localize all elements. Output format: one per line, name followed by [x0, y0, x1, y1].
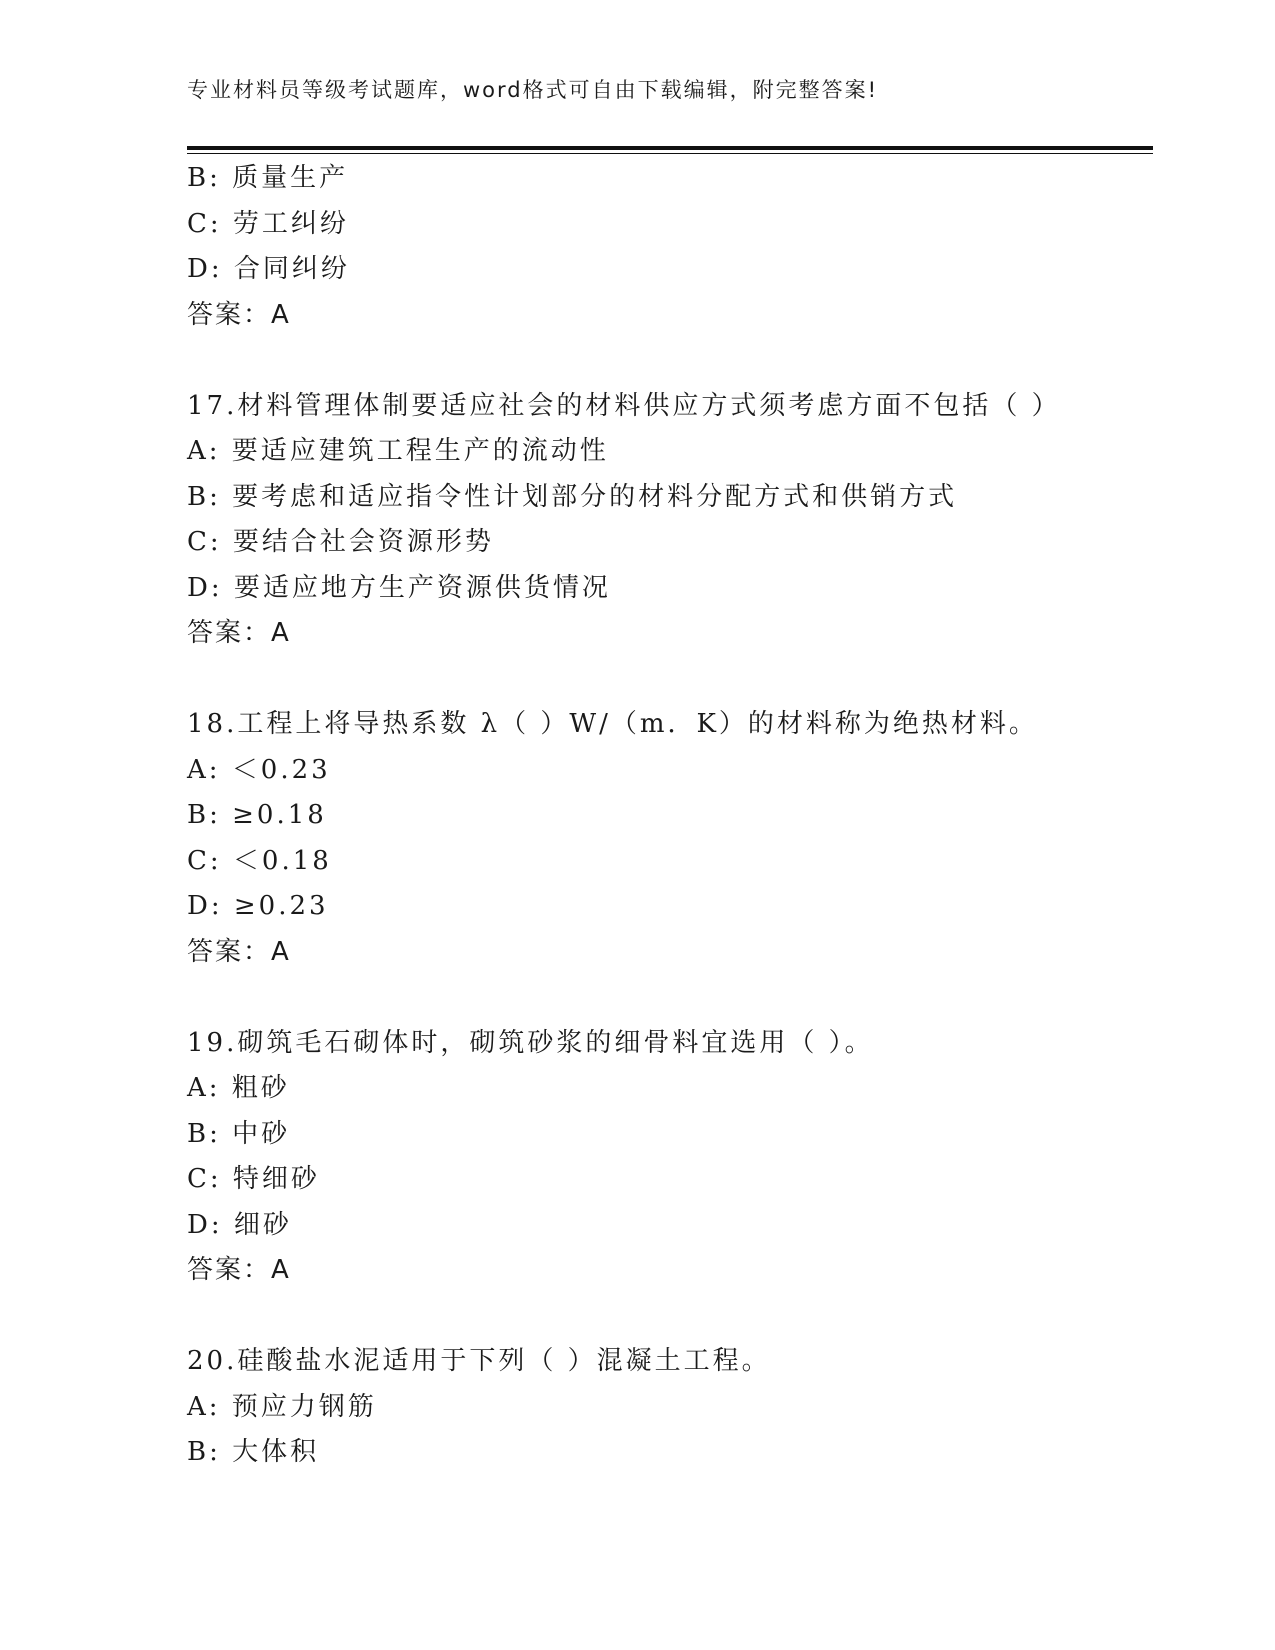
option-a: A: 粗砂 [187, 1073, 290, 1103]
header-rule-thin [187, 153, 1153, 154]
option-a: A: ＜0.23 [187, 754, 331, 785]
answer: 答案：A [187, 299, 291, 330]
header-rule-thick [187, 146, 1153, 150]
question-17 [187, 384, 1147, 657]
question-stem: 20.硅酸盐水泥适用于下列（ ）混凝土工程。 [187, 1346, 771, 1376]
option-d: D: ≥0.23 [187, 891, 329, 921]
option-c: C: ＜0.18 [187, 845, 332, 876]
option-c: C: 特细砂 [187, 1164, 320, 1194]
spacer [187, 338, 1147, 384]
spacer [187, 1294, 1147, 1340]
page-header: 专业材料员等级考试题库，word格式可自由下载编辑，附完整答案! [187, 78, 879, 102]
option-a: A: 预应力钢筋 [187, 1391, 377, 1422]
question-20 [187, 1339, 1147, 1476]
question-stem: 18.工程上将导热系数 λ（ ）W/（m．K）的材料称为绝热材料。 [187, 709, 1038, 739]
option-d: D: 合同纠纷 [187, 254, 350, 284]
question-16-continued [187, 156, 1147, 338]
spacer [187, 657, 1147, 703]
answer: 答案：A [187, 936, 291, 967]
option-b: B: 中砂 [187, 1118, 291, 1149]
option-b: B: ≥0.18 [187, 800, 327, 830]
question-stem: 19.砌筑毛石砌体时，砌筑砂浆的细骨料宜选用（ ）。 [187, 1027, 874, 1058]
option-b: B: 大体积 [187, 1437, 320, 1467]
answer: 答案：A [187, 618, 291, 648]
option-c: C: 劳工纠纷 [187, 208, 349, 239]
option-d: D: 细砂 [187, 1209, 292, 1240]
question-18 [187, 702, 1147, 975]
question-19 [187, 1021, 1147, 1294]
question-stem: 17.材料管理体制要适应社会的材料供应方式须考虑方面不包括（ ） [187, 390, 1061, 421]
option-b: B: 要考虑和适应指令性计划部分的材料分配方式和供销方式 [187, 481, 958, 512]
answer: 答案：A [187, 1255, 291, 1285]
spacer [187, 975, 1147, 1021]
option-b: B: 质量生产 [187, 163, 349, 193]
question-list [187, 156, 1147, 1476]
option-d: D: 要适应地方生产资源供货情况 [187, 572, 611, 603]
option-c: C: 要结合社会资源形势 [187, 527, 494, 557]
option-a: A: 要适应建筑工程生产的流动性 [187, 436, 609, 466]
